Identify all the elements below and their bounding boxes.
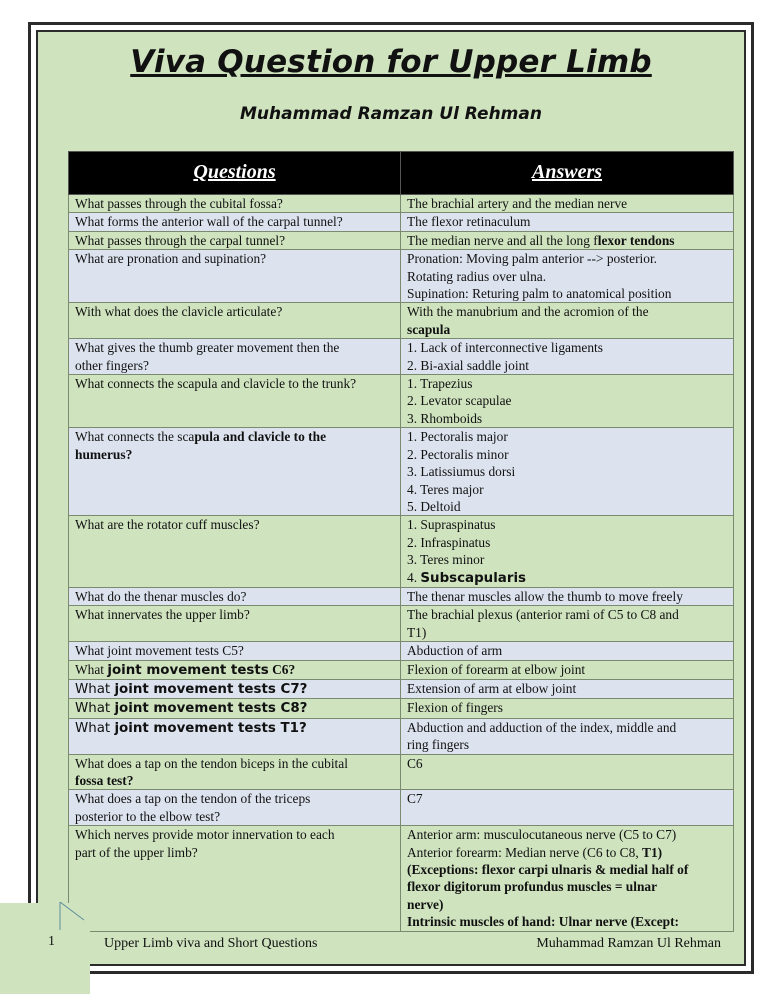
question-cell: What passes through the carpal tunnel? bbox=[69, 231, 401, 249]
question-cell: What do the thenar muscles do? bbox=[69, 587, 401, 605]
question-cell: What connects the scapula and clavicle to the trunk? bbox=[69, 375, 401, 428]
question-cell: What joint movement tests C7? bbox=[69, 679, 401, 698]
answer-cell: Anterior arm: musculocutaneous nerve (C5 to C7) Anterior forearm: Median nerve (C6 to C8, T1) (Exceptions: flexor carpi ulnaris & medial half of flexor digitorum profundus muscles = ulnar nerve) Intrinsic muscles of hand: Ulnar nerve (Except: bbox=[401, 826, 734, 931]
table-row bbox=[69, 826, 734, 931]
table-row bbox=[69, 516, 734, 588]
table-row bbox=[69, 250, 734, 303]
question-cell: What are the rotator cuff muscles? bbox=[69, 516, 401, 588]
table-row bbox=[69, 642, 734, 660]
answer-cell: Abduction and adduction of the index, middle and ring fingers bbox=[401, 718, 734, 754]
page-number: 1 bbox=[48, 934, 55, 949]
questions-header: Questions bbox=[69, 152, 401, 195]
page-corner-fold-icon bbox=[58, 902, 92, 932]
question-cell: Which nerves provide motor innervation to each part of the upper limb? bbox=[69, 826, 401, 931]
question-cell: What innervates the upper limb? bbox=[69, 606, 401, 642]
footer-left-text: Upper Limb viva and Short Questions bbox=[104, 936, 318, 951]
table-row bbox=[69, 375, 734, 428]
answer-cell: Abduction of arm bbox=[401, 642, 734, 660]
table-row bbox=[69, 428, 734, 516]
qa-table bbox=[68, 151, 734, 932]
table-row bbox=[69, 303, 734, 339]
answer-cell: C7 bbox=[401, 790, 734, 826]
answer-cell: Flexion of forearm at elbow joint bbox=[401, 660, 734, 679]
question-cell: What joint movement tests T1? bbox=[69, 718, 401, 754]
table-row bbox=[69, 606, 734, 642]
answer-cell: The brachial plexus (anterior rami of C5 to C8 and T1) bbox=[401, 606, 734, 642]
table-row bbox=[69, 718, 734, 754]
answer-cell: C6 bbox=[401, 754, 734, 790]
table-row bbox=[69, 587, 734, 605]
table-row bbox=[69, 660, 734, 679]
answer-cell: The thenar muscles allow the thumb to move freely bbox=[401, 587, 734, 605]
question-cell: What does a tap on the tendon biceps in the cubital fossa test? bbox=[69, 754, 401, 790]
answer-cell: The flexor retinaculum bbox=[401, 213, 734, 231]
document-author: Muhammad Ramzan Ul Rehman bbox=[240, 104, 542, 124]
answer-cell: 1. Pectoralis major 2. Pectoralis minor 3. Latissiumus dorsi 4. Teres major 5. Deltoid bbox=[401, 428, 734, 516]
question-cell: What are pronation and supination? bbox=[69, 250, 401, 303]
table-row bbox=[69, 339, 734, 375]
table-row bbox=[69, 679, 734, 698]
table-row bbox=[69, 231, 734, 249]
question-cell: What passes through the cubital fossa? bbox=[69, 195, 401, 213]
question-cell: What joint movement tests C5? bbox=[69, 642, 401, 660]
answer-cell: Pronation: Moving palm anterior --> posterior. Rotating radius over ulna. Supination: Returing palm to anatomical position bbox=[401, 250, 734, 303]
footer-right-text: Muhammad Ramzan Ul Rehman bbox=[536, 936, 721, 951]
answers-header: Answers bbox=[401, 152, 734, 195]
answer-cell: The brachial artery and the median nerve bbox=[401, 195, 734, 213]
question-cell: With what does the clavicle articulate? bbox=[69, 303, 401, 339]
answer-cell: 1. Lack of interconnective ligaments 2. Bi-axial saddle joint bbox=[401, 339, 734, 375]
question-cell: What joint movement tests C8? bbox=[69, 699, 401, 718]
table-row bbox=[69, 754, 734, 790]
table-row bbox=[69, 213, 734, 231]
answer-cell: The median nerve and all the long flexor tendons bbox=[401, 231, 734, 249]
table-header-row bbox=[69, 152, 734, 195]
table-row bbox=[69, 699, 734, 718]
answer-cell: Flexion of fingers bbox=[401, 699, 734, 718]
table-row bbox=[69, 790, 734, 826]
document-title: Viva Question for Upper Limb bbox=[130, 44, 652, 80]
question-cell: What connects the scapula and clavicle to the humerus? bbox=[69, 428, 401, 516]
question-cell: What does a tap on the tendon of the triceps posterior to the elbow test? bbox=[69, 790, 401, 826]
answer-cell: With the manubrium and the acromion of the scapula bbox=[401, 303, 734, 339]
table-row bbox=[69, 195, 734, 213]
answer-cell: Extension of arm at elbow joint bbox=[401, 679, 734, 698]
question-cell: What gives the thumb greater movement then the other fingers? bbox=[69, 339, 401, 375]
question-cell: What joint movement tests C6? bbox=[69, 660, 401, 679]
question-cell: What forms the anterior wall of the carpal tunnel? bbox=[69, 213, 401, 231]
answer-cell: 1. Trapezius 2. Levator scapulae 3. Rhomboids bbox=[401, 375, 734, 428]
answer-cell: 1. Supraspinatus 2. Infraspinatus 3. Teres minor 4. Subscapularis bbox=[401, 516, 734, 588]
